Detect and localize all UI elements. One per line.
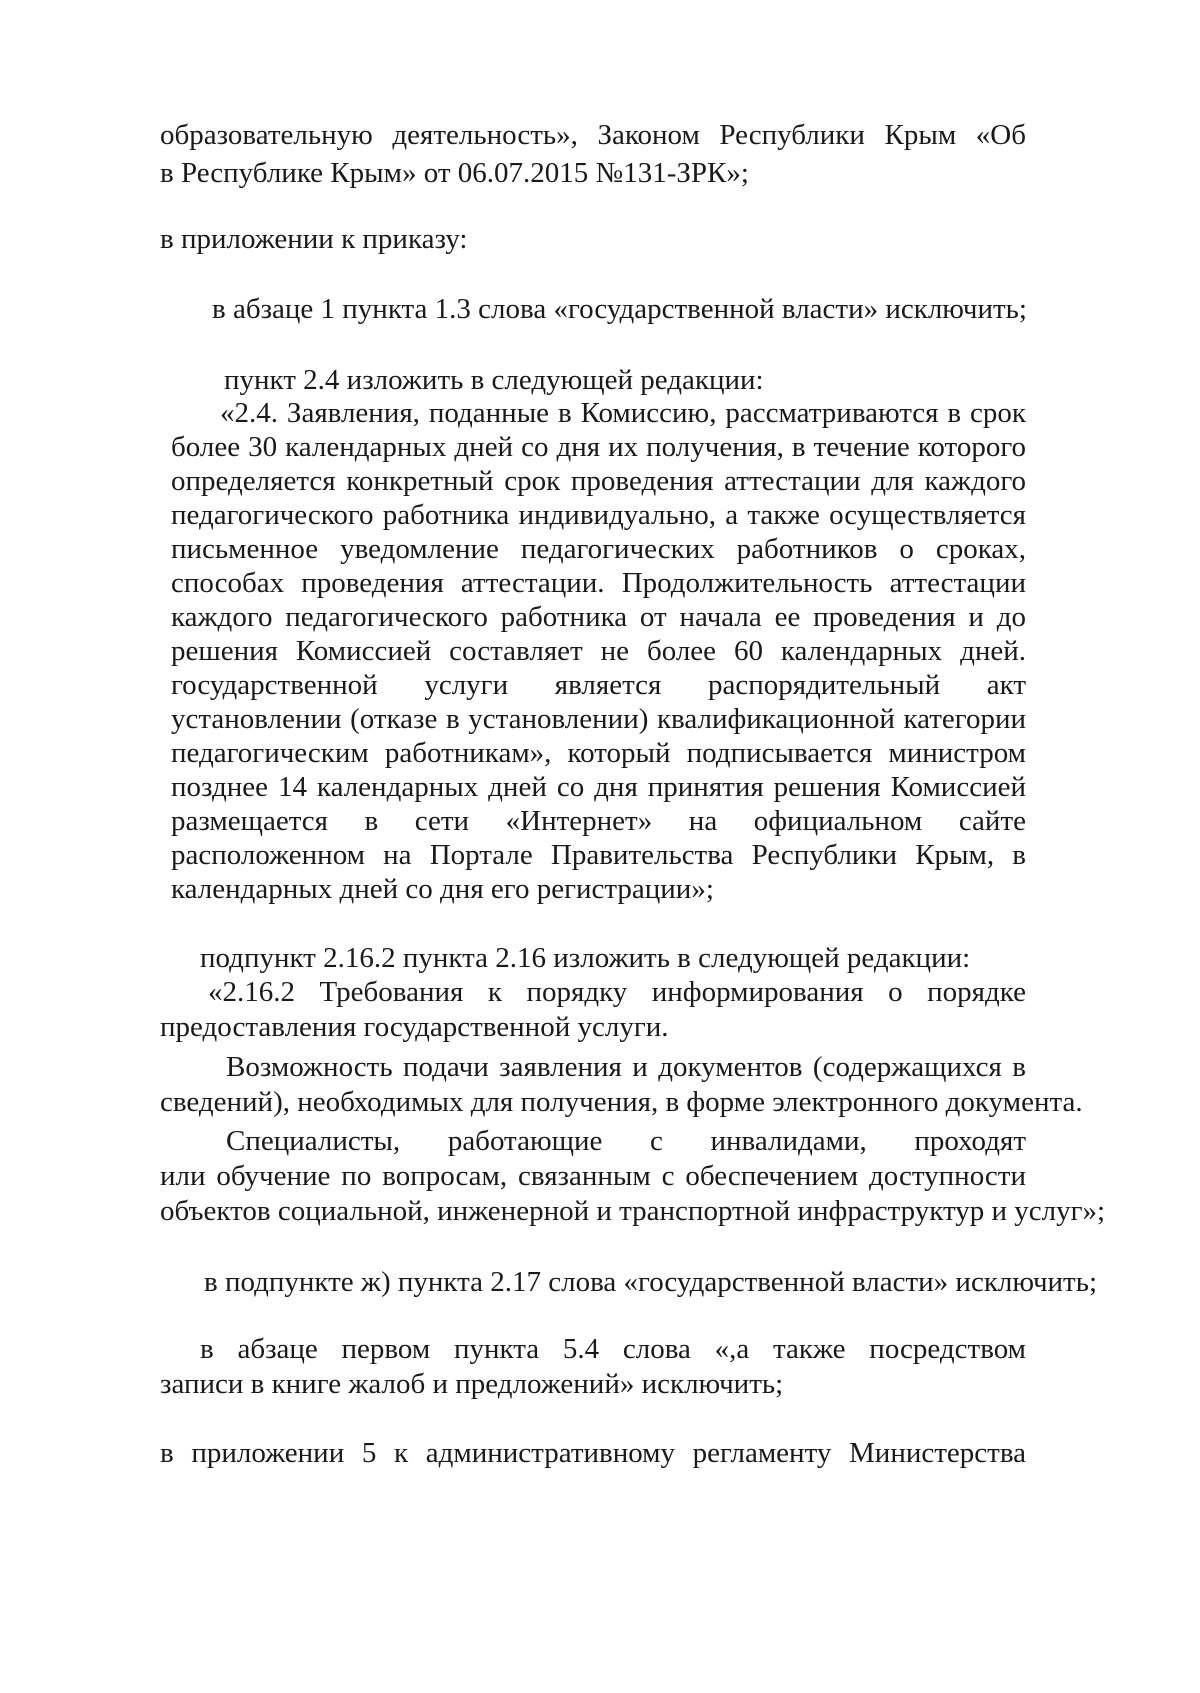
text-line: педагогическим работникам», который подписывается министром [171,737,1026,769]
text-line: образовательную деятельность», Законом Республики Крым «Об [160,119,1026,151]
text-line: определяется конкретный срок проведения аттестации для каждого [171,465,1026,497]
text-line: способах проведения аттестации. Продолжительность аттестации [171,567,1026,599]
text-line: в Республике Крым» от 06.07.2015 №131-ЗРК»; [160,157,749,189]
text-line: государственной услуги является распорядительный акт [171,669,1026,701]
text-line: в подпункте ж) пункта 2.17 слова «государственной власти» исключить; [204,1266,1098,1298]
text-line: решения Комиссией составляет не более 60 календарных дней. [171,635,1026,667]
text-line: сведений), необходимых для получения, в форме электронного документа. [160,1086,1083,1118]
text-line: позднее 14 календарных дней со дня принятия решения Комиссией [171,771,1026,803]
text-line: «2.4. Заявления, поданные в Комиссию, рассматриваются в срок [220,397,1026,429]
text-line: в абзаце 1 пункта 1.3 слова «государственной власти» исключить; [212,293,1027,325]
text-line: записи в книге жалоб и предложений» исключить; [160,1368,784,1400]
text-line: «2.16.2 Требования к порядку информирования о порядке [208,976,1026,1008]
text-line: предоставления государственной услуги. [160,1011,669,1043]
text-line: педагогического работника индивидуально, а также осуществляется [171,499,1026,531]
text-line: или обучение по вопросам, связанным с обеспечением доступности [160,1160,1026,1192]
text-line: подпункт 2.16.2 пункта 2.16 изложить в следующей редакции: [200,942,971,974]
text-line: объектов социальной, инженерной и транспортной инфраструктур и услуг»; [160,1195,1106,1227]
text-line: в абзаце первом пункта 5.4 слова «,а также посредством [200,1333,1026,1365]
text-line: расположенном на Портале Правительства Республики Крым, в [171,839,1026,871]
text-line: в приложении к приказу: [160,223,468,255]
text-line: письменное уведомление педагогических работников о сроках, [171,533,1026,565]
text-line: каждого педагогического работника от начала ее проведения и до [171,601,1026,633]
text-line: более 30 календарных дней со дня их получения, в течение которого [171,431,1026,463]
text-line: календарных дней со дня его регистрации»; [171,873,714,905]
text-line: Специалисты, работающие с инвалидами, проходят [226,1125,1026,1157]
text-line: установлении (отказе в установлении) квалификационной категории [171,703,1026,735]
text-line: размещается в сети «Интернет» на официальном сайте [171,805,1026,837]
text-line: пункт 2.4 изложить в следующей редакции: [224,364,764,396]
text-line: Возможность подачи заявления и документов (содержащихся в [226,1051,1026,1083]
text-line: в приложении 5 к административному регламенту Министерства [160,1437,1026,1469]
